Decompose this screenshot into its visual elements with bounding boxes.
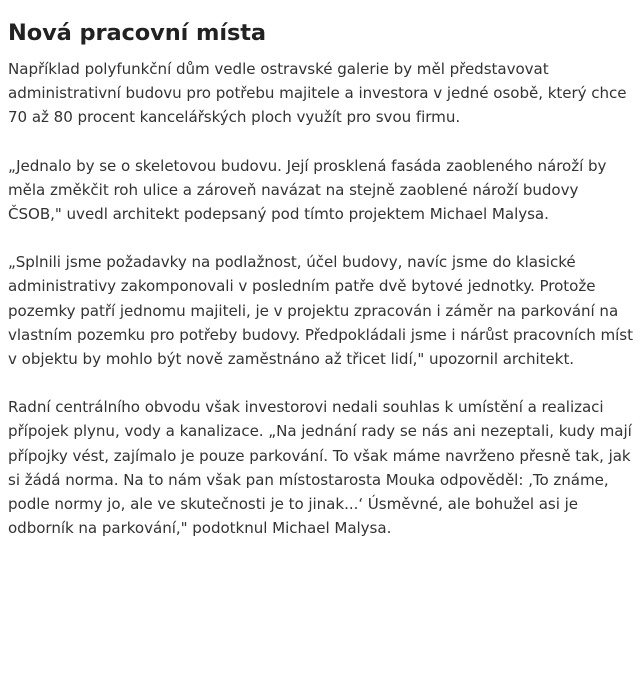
paragraph-4: Radní centrálního obvodu však investorovi nedali souhlas k umístění a realizaci přípojek plynu, vody a kanalizace. „Na jednání rady se nás ani nezeptali, kudy mají přípojky vést, zajímalo je pouze parkování. To však máme navrženo přesně tak, jak si žádá norma. Na to nám však pan místostarosta Mouka odpověděl: ‚To známe, podle normy jo, ale ve skutečnosti je to jinak...‘ Úsměvné, ale bohužel asi je odborník na parkování," podotknul Michael Malysa.: [8, 398, 632, 538]
paragraph-3: „Splnili jsme požadavky na podlažnost, účel budovy, navíc jsme do klasické administrativy zakomponovali v posledním patře dvě bytové jednotky. Protože pozemky patří jednomu majiteli, je v projektu zpracován i záměr na parkování na vlastním pozemku pro potřeby budovy. Předpokládali jsme i nárůst pracovních míst v objektu by mohlo být nově zaměstnáno až třicet lidí," upozornil architekt.: [8, 253, 633, 369]
paragraph-1: Například polyfunkční dům vedle ostravské galerie by měl představovat administrativní budovu pro potřebu majitele a investora v jedné osobě, který chce 70 až 80 procent kancelářských ploch využít pro svou firmu.: [8, 60, 627, 127]
paragraph-2: „Jednalo by se o skeletovou budovu. Její prosklená fasáda zaobleného nároží by měla změkčit roh ulice a zároveň navázat na stejně zaoblené nároží budovy ČSOB," uvedl architekt podepsaný pod tímto projektem Michael Malysa.: [8, 156, 607, 224]
section-heading: Nová pracovní místa: [8, 20, 266, 46]
